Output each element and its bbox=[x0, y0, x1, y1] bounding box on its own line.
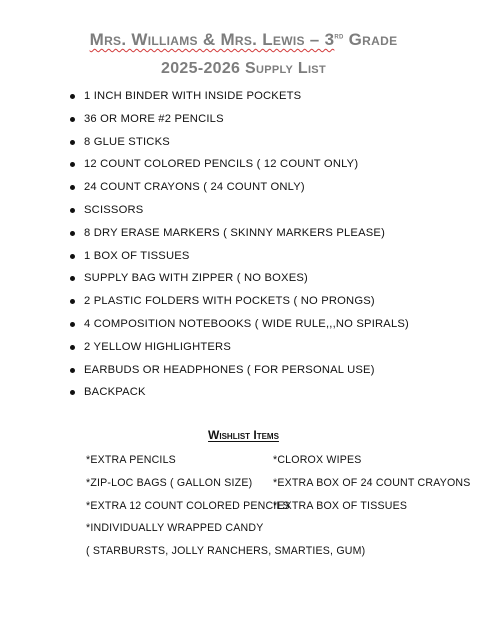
wishlist-item: *EXTRA BOX OF TISSUES bbox=[273, 500, 408, 512]
wishlist-item: *EXTRA 12 COUNT COLORED PENCILS bbox=[86, 500, 290, 512]
page-subtitle: 2025-2026 Supply List bbox=[161, 60, 326, 77]
list-item: 4 COMPOSITION NOTEBOOKS ( WIDE RULE,,,NO SPIRALS) bbox=[70, 316, 409, 339]
list-item: 8 GLUE STICKS bbox=[70, 134, 409, 157]
title-text: Mrs. Williams & Mrs. Lewis – 3 bbox=[89, 30, 335, 49]
list-item: 12 COUNT COLORED PENCILS ( 12 COUNT ONLY) bbox=[70, 156, 409, 179]
list-item: EARBUDS OR HEADPHONES ( FOR PERSONAL USE) bbox=[70, 362, 409, 385]
list-item: SCISSORS bbox=[70, 202, 409, 225]
list-item: SUPPLY BAG WITH ZIPPER ( NO BOXES) bbox=[70, 270, 409, 293]
supply-list bbox=[70, 88, 409, 407]
page-title bbox=[0, 30, 487, 50]
wishlist-item: *EXTRA BOX OF 24 COUNT CRAYONS bbox=[273, 477, 471, 489]
wishlist-item: *EXTRA PENCILS bbox=[86, 454, 176, 466]
list-item: 2 YELLOW HIGHLIGHTERS bbox=[70, 339, 409, 362]
wishlist-item: *ZIP-LOC BAGS ( GALLON SIZE) bbox=[86, 477, 253, 489]
list-item: BACKPACK bbox=[70, 384, 409, 407]
title-superscript: rd bbox=[334, 30, 344, 41]
wishlist-heading: Wishlist Items bbox=[208, 428, 279, 442]
wishlist-item: *INDIVIDUALLY WRAPPED CANDY bbox=[86, 522, 264, 534]
list-item: 8 DRY ERASE MARKERS ( SKINNY MARKERS PLEASE) bbox=[70, 225, 409, 248]
wishlist-note: ( STARBURSTS, JOLLY RANCHERS, SMARTIES, GUM) bbox=[86, 545, 366, 557]
list-item: 24 COUNT CRAYONS ( 24 COUNT ONLY) bbox=[70, 179, 409, 202]
list-item: 2 PLASTIC FOLDERS WITH POCKETS ( NO PRONGS) bbox=[70, 293, 409, 316]
title-grade: Grade bbox=[343, 30, 398, 49]
list-item: 36 OR MORE #2 PENCILS bbox=[70, 111, 409, 134]
wishlist-item: *CLOROX WIPES bbox=[273, 454, 362, 466]
list-item: 1 BOX OF TISSUES bbox=[70, 248, 409, 271]
list-item: 1 INCH BINDER WITH INSIDE POCKETS bbox=[70, 88, 409, 111]
